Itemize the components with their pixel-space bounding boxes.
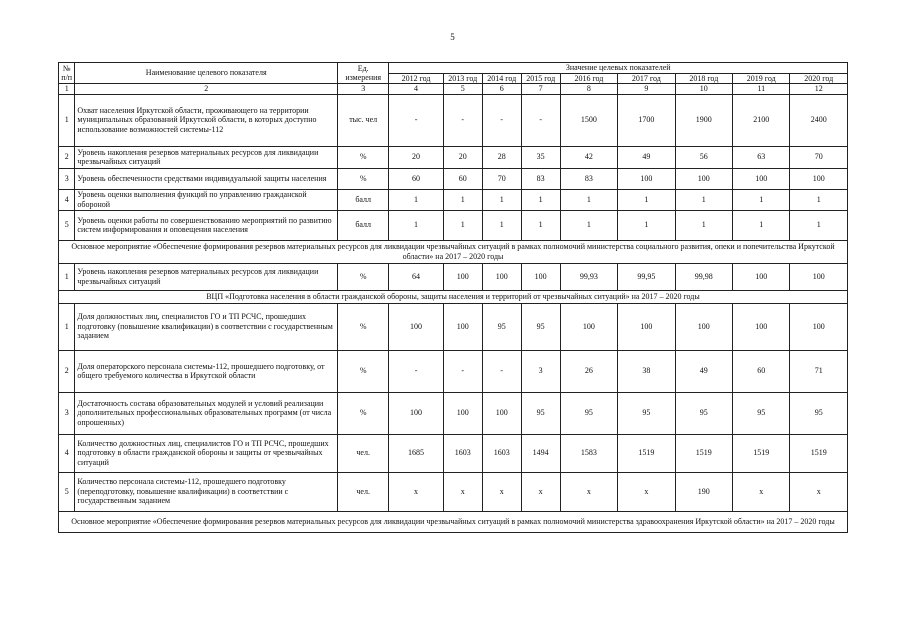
indicator-value: х (521, 472, 560, 511)
indicator-unit: % (338, 392, 389, 434)
indicator-value: 70 (482, 168, 521, 189)
indicator-unit: чел. (338, 434, 389, 472)
indicator-value: 100 (733, 168, 790, 189)
indicator-value: 1 (560, 210, 617, 240)
indicator-value: 83 (521, 168, 560, 189)
indicator-value: 63 (733, 146, 790, 168)
indicator-unit: балл (338, 210, 389, 240)
header-year: 2018 год (675, 73, 732, 84)
indicator-value: 49 (618, 146, 675, 168)
indicator-unit: % (338, 303, 389, 350)
indicator-value: 1 (675, 189, 732, 210)
indicator-value: 100 (389, 303, 443, 350)
indicator-unit: тыс. чел (338, 94, 389, 146)
indicator-value: 100 (733, 303, 790, 350)
header-year: 2014 год (482, 73, 521, 84)
indicator-value: 60 (389, 168, 443, 189)
indicator-value: 100 (618, 168, 675, 189)
indicator-name: Доля должностных лиц, специалистов ГО и ТП РСЧС, прошедших подготовку (повышение квалификации) в соответствии с государственным заданием (75, 303, 338, 350)
indicator-value: - (389, 94, 443, 146)
table-row (59, 303, 848, 350)
column-number: 4 (389, 84, 443, 95)
column-number: 10 (675, 84, 732, 95)
indicator-value: - (521, 94, 560, 146)
indicator-value: 100 (482, 263, 521, 290)
indicator-value: 95 (521, 303, 560, 350)
indicator-value: 38 (618, 350, 675, 392)
row-number: 1 (59, 263, 75, 290)
indicator-value: 35 (521, 146, 560, 168)
indicator-value: 3 (521, 350, 560, 392)
indicator-value: 100 (560, 303, 617, 350)
indicator-name: Уровень накопления резервов материальных ресурсов для ликвидации чрезвычайных ситуаций (75, 263, 338, 290)
indicator-value: - (443, 350, 482, 392)
row-number: 2 (59, 350, 75, 392)
indicator-name: Количество должностных лиц, специалистов ГО и ТП РСЧС, прошедших подготовку в области гражданской обороны и защиты от чрезвычайных ситуаций (75, 434, 338, 472)
indicator-value: 64 (389, 263, 443, 290)
column-number: 7 (521, 84, 560, 95)
header-name: Наименование целевого показателя (75, 63, 338, 84)
indicator-value: 95 (675, 392, 732, 434)
indicator-name: Уровень оценки выполнения функций по управлению гражданской обороной (75, 189, 338, 210)
table-row (59, 263, 848, 290)
section-heading: Основное мероприятие «Обеспечение формирования резервов материальных ресурсов для ликвидации чрезвычайных ситуаций в рамках полномочий министерства здравоохранения Иркутской области» на 2017 – 2020 годы (59, 511, 848, 532)
section-heading: Основное мероприятие «Обеспечение формирования резервов материальных ресурсов для ликвидации чрезвычайных ситуаций в рамках полномочий министерства социального развития, опеки и попечительства Иркутской области» на 2017 – 2020 годы (59, 240, 848, 263)
indicator-unit: % (338, 263, 389, 290)
indicator-value: 1494 (521, 434, 560, 472)
indicator-name: Уровень оценки работы по совершенствованию мероприятий по развитию систем информирования и оповещения населения (75, 210, 338, 240)
indicator-value: 95 (618, 392, 675, 434)
indicator-value: х (618, 472, 675, 511)
indicator-value: 1 (560, 189, 617, 210)
indicator-value: 100 (482, 392, 521, 434)
indicator-value: 1700 (618, 94, 675, 146)
row-number: 4 (59, 434, 75, 472)
indicator-value: 1 (482, 189, 521, 210)
indicator-value: - (389, 350, 443, 392)
indicator-value: х (733, 472, 790, 511)
table-row (59, 210, 848, 240)
row-number: 4 (59, 189, 75, 210)
indicator-value: 1 (389, 189, 443, 210)
indicator-name: Доля операторского персонала системы-112, прошедшего подготовку, от общего требуемого количества в Иркутской области (75, 350, 338, 392)
indicator-value: 42 (560, 146, 617, 168)
page-number: 5 (450, 32, 455, 42)
indicator-value: х (482, 472, 521, 511)
indicator-name: Достаточность состава образовательных модулей и условий реализации дополнительных профессиональных образовательных программ (от числа опрошенных) (75, 392, 338, 434)
row-number: 1 (59, 94, 75, 146)
column-number: 8 (560, 84, 617, 95)
indicator-value: 100 (618, 303, 675, 350)
column-number: 9 (618, 84, 675, 95)
column-number: 11 (733, 84, 790, 95)
indicator-value: 1 (618, 189, 675, 210)
indicator-value: - (443, 94, 482, 146)
indicator-value: 95 (482, 303, 521, 350)
header-year: 2012 год (389, 73, 443, 84)
indicator-value: 95 (790, 392, 848, 434)
column-number: 3 (338, 84, 389, 95)
column-number: 6 (482, 84, 521, 95)
header-values-group: Значение целевых показателей (389, 63, 848, 74)
indicator-name: Охват населения Иркутской области, проживающего на территории муниципальных образований Иркутской области, в которых доступно использование возможностей системы-112 (75, 94, 338, 146)
indicator-value: 1519 (733, 434, 790, 472)
indicator-value: 28 (482, 146, 521, 168)
indicator-value: 1519 (675, 434, 732, 472)
indicator-value: 49 (675, 350, 732, 392)
indicator-value: 100 (790, 303, 848, 350)
header-num: № п/п (59, 63, 75, 84)
indicator-value: х (560, 472, 617, 511)
table-row (59, 189, 848, 210)
indicator-value: 1 (521, 189, 560, 210)
indicator-value: 100 (389, 392, 443, 434)
indicator-value: 100 (675, 303, 732, 350)
indicator-value: 26 (560, 350, 617, 392)
indicator-value: - (482, 94, 521, 146)
indicators-table (58, 62, 848, 533)
indicator-value: 100 (443, 263, 482, 290)
header-year: 2019 год (733, 73, 790, 84)
indicator-value: 95 (521, 392, 560, 434)
table-row (59, 392, 848, 434)
column-number: 2 (75, 84, 338, 95)
indicator-value: 190 (675, 472, 732, 511)
indicator-value: - (482, 350, 521, 392)
indicator-value: 2100 (733, 94, 790, 146)
indicator-value: 1519 (618, 434, 675, 472)
indicator-value: 100 (790, 168, 848, 189)
column-number: 1 (59, 84, 75, 95)
indicator-value: 95 (733, 392, 790, 434)
indicator-value: 1519 (790, 434, 848, 472)
indicator-value: 100 (790, 263, 848, 290)
indicator-value: 99,93 (560, 263, 617, 290)
indicator-value: 60 (443, 168, 482, 189)
indicator-value: 1 (733, 210, 790, 240)
indicator-value: 56 (675, 146, 732, 168)
indicator-value: 1 (790, 189, 848, 210)
indicator-value: х (389, 472, 443, 511)
indicator-value: 1 (675, 210, 732, 240)
header-unit: Ед. измерения (338, 63, 389, 84)
column-number: 5 (443, 84, 482, 95)
indicator-unit: % (338, 350, 389, 392)
indicator-value: 1 (733, 189, 790, 210)
indicator-value: 1 (443, 189, 482, 210)
indicator-value: 100 (521, 263, 560, 290)
indicator-value: 71 (790, 350, 848, 392)
table-row (59, 146, 848, 168)
indicator-value: 1685 (389, 434, 443, 472)
indicator-value: 1500 (560, 94, 617, 146)
indicator-value: 1 (482, 210, 521, 240)
indicator-value: 100 (733, 263, 790, 290)
indicator-value: 60 (733, 350, 790, 392)
table-row (59, 350, 848, 392)
indicator-value: 1 (521, 210, 560, 240)
indicator-value: 1603 (443, 434, 482, 472)
indicator-value: 100 (675, 168, 732, 189)
row-number: 5 (59, 210, 75, 240)
indicator-unit: % (338, 168, 389, 189)
row-number: 5 (59, 472, 75, 511)
indicator-value: х (443, 472, 482, 511)
indicator-value: 70 (790, 146, 848, 168)
indicator-value: 20 (389, 146, 443, 168)
section-heading: ВЦП «Подготовка населения в области гражданской обороны, защиты населения и территорий от чрезвычайных ситуаций» на 2017 – 2020 годы (59, 290, 848, 303)
indicator-value: 99,95 (618, 263, 675, 290)
indicator-unit: % (338, 146, 389, 168)
indicator-value: 1 (790, 210, 848, 240)
indicator-value: 2400 (790, 94, 848, 146)
row-number: 3 (59, 168, 75, 189)
indicator-value: 1 (443, 210, 482, 240)
indicator-value: 1603 (482, 434, 521, 472)
header-year: 2016 год (560, 73, 617, 84)
table-row (59, 168, 848, 189)
indicator-value: 100 (443, 392, 482, 434)
indicator-value: 95 (560, 392, 617, 434)
indicator-unit: чел. (338, 472, 389, 511)
indicator-value: 100 (443, 303, 482, 350)
table-row (59, 434, 848, 472)
header-year: 2015 год (521, 73, 560, 84)
header-year: 2017 год (618, 73, 675, 84)
indicator-value: 1 (618, 210, 675, 240)
indicator-unit: балл (338, 189, 389, 210)
row-number: 3 (59, 392, 75, 434)
indicator-name: Количество персонала системы-112, прошедшего подготовку (переподготовку, повышение квалификации) в соответствии с государственным заданием (75, 472, 338, 511)
indicator-value: 99,98 (675, 263, 732, 290)
indicator-value: 83 (560, 168, 617, 189)
indicator-value: 20 (443, 146, 482, 168)
indicator-value: х (790, 472, 848, 511)
indicator-name: Уровень накопления резервов материальных ресурсов для ликвидации чрезвычайных ситуаций (75, 146, 338, 168)
row-number: 2 (59, 146, 75, 168)
indicator-value: 1 (389, 210, 443, 240)
indicator-value: 1900 (675, 94, 732, 146)
table-row (59, 472, 848, 511)
indicator-value: 1583 (560, 434, 617, 472)
table-row (59, 94, 848, 146)
header-year: 2020 год (790, 73, 848, 84)
row-number: 1 (59, 303, 75, 350)
indicator-name: Уровень обеспеченности средствами индивидуальной защиты населения (75, 168, 338, 189)
header-year: 2013 год (443, 73, 482, 84)
column-number: 12 (790, 84, 848, 95)
